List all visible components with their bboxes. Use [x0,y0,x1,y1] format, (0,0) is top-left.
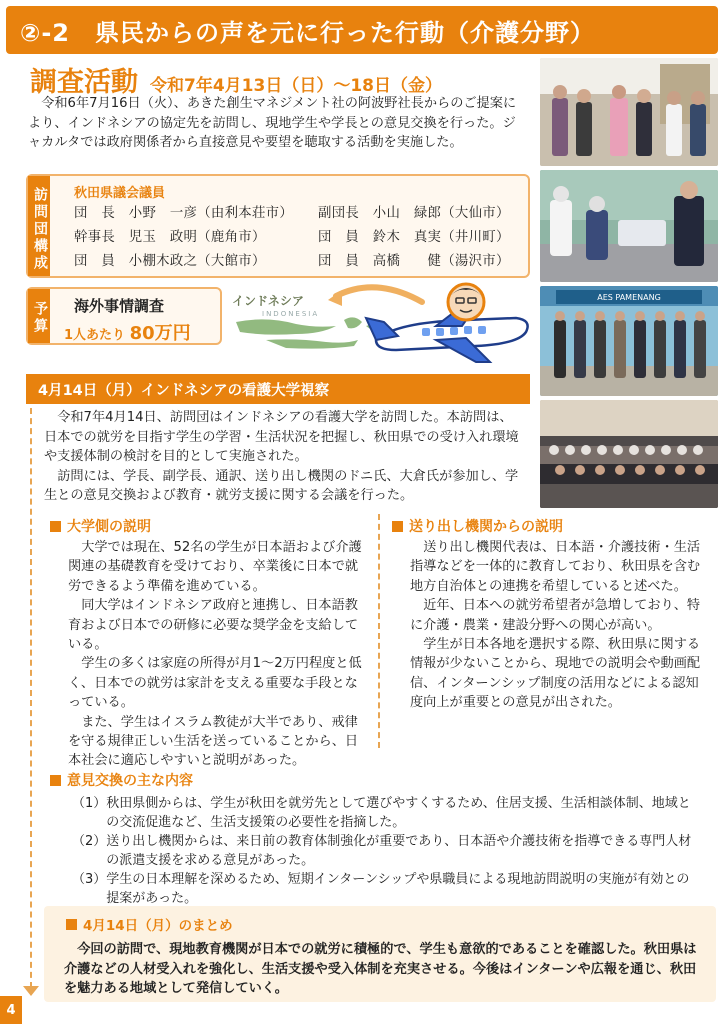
photo-students-group [540,400,718,508]
page-number: 4 [0,996,22,1024]
exchange-item-text: 送り出し機関からは、来日前の教育体制強化が重要であり、日本語や介護技術を指導できる専門人材の派遣支援を求める意見があった。 [106,834,692,868]
survey-date: 令和7年4月13日（日）～18日（金） [150,76,442,96]
agency-heading [392,516,563,536]
summary-heading-text: 4月14日（月）のまとめ [83,918,233,934]
exchange-heading [50,770,193,790]
visit-paragraph: 令和7年4月14日、訪問団はインドネシアの看護大学を訪問した。本訪問は、日本での就労を目指す学生の学習・生活状況を把握し、秋田県での受け入れ環境や支援体制の検討を目的として実施された。 [44,410,519,464]
bullet-square-icon [50,521,61,532]
agency-paragraph: 学生が日本各地を選択する際、秋田県に関する情報が少ないことから、現地での説明会や動画配信、インターンシップ制度の活用などによる認知度向上が重要との意見が出された。 [410,637,701,711]
timeline-arrow-icon [23,986,39,996]
exchange-item [72,832,702,870]
photo-banner-text: AES PAMENANG [597,293,661,302]
delegation-member: 副団長 小山 緑郎（大仙市） [318,206,510,221]
visit-heading-text: 4月14日（月）インドネシアの看護大学視察 [38,382,330,399]
timeline-line [30,408,32,988]
airplane-icon [366,306,528,362]
exchange-item-text: 学生の日本理解を深めるため、短期インターンシップや県職員による現地訪問説明の実施が有効との提案があった。 [106,872,690,906]
budget-tag: 予算 [28,289,50,343]
agency-heading-text: 送り出し機関からの説明 [409,519,563,535]
university-paragraph: また、学生はイスラム教徒が大半であり、戒律を守る規律正しい生活を送っていることから、日本社会に適応しやすいと説明があった。 [68,714,359,769]
budget-box [26,287,222,345]
page-title: ②-2 県民からの声を元に行った行動（介護分野） [20,18,595,47]
visit-body [44,408,524,506]
university-body [68,538,368,771]
visit-paragraph: 訪問には、学長、副学長、通訳、送り出し機関のドニ氏、大倉氏が参加し、学生との意見交換および教育・就労支援に関する会議を行った。 [44,468,519,503]
photo-classroom [540,170,718,282]
exchange-item-number: （2） [72,834,107,849]
agency-paragraph: 近年、日本への就労希望者が急増しており、特に介護・農業・建設分野への関心が高い。 [410,598,701,633]
exchange-list [72,794,702,908]
delegation-member: 団 員 鈴木 真実（井川町） [318,230,510,245]
summary-text: 今回の訪問で、現地教育機関が日本での就労に積極的で、学生も意欲的であることを確認した。秋田県は介護などの人材受入れを強化し、生活支援や受入体制を充実させる。今後はインターンや広報を通じ、秋田を魅力ある地域として発信していく。 [64,942,697,996]
delegation-box [26,174,530,278]
delegation-tag: 訪問団構成 [28,176,50,276]
survey-intro: 令和6年7月16日（火）、あきた創生マネジメント社の阿波野社長からのご提案により、インドネシアの協定先を訪問し、現地学生や学長との意見交換を行った。ジャカルタでは政府関係者から直接意見や要望を聴取する活動を実施した。 [28,96,517,150]
bullet-square-icon [392,521,403,532]
agency-paragraph: 送り出し機関代表は、日本語・介護技術・生活指導などを一体的に教育しており、秋田県を含む地方自治体との連携を希望していると述べた。 [410,540,701,594]
university-paragraph: 同大学はインドネシア政府と連携し、日本語教育および日本での研修に必要な奨学金を支給している。 [68,598,359,653]
exchange-item-text: 秋田県側からは、学生が秋田を就労先として選びやすくするため、住居支援、生活相談体制、地域との交流促進など、生活支援策の必要性を指摘した。 [106,796,691,830]
delegation-member: 団 員 小棚木政之（大館市） [74,254,266,269]
university-paragraph: 学生の多くは家庭の所得が月1～2万円程度と低く、日本での就労は家計を支える重要な手段となっている。 [68,656,362,711]
budget-amount-value: 80万円 [129,323,191,344]
university-paragraph: 大学では現在、52名の学生が日本語および介護関連の基礎教育を受けており、卒業後に日本で就労できるよう準備を進めている。 [68,540,362,594]
exchange-heading-text: 意見交換の主な内容 [67,773,193,789]
bullet-square-icon [50,775,61,786]
delegation-org: 秋田県議会議員 [74,186,166,201]
university-heading-text: 大学側の説明 [67,519,151,535]
delegation-member: 団 員 高橋 健（湯沢市） [318,254,510,269]
map-sublabel: INDONESIA [262,310,320,318]
exchange-item-number: （1） [72,796,107,811]
university-heading [50,516,151,536]
map-label: インドネシア [232,294,304,308]
photo-school-entrance [540,286,718,396]
photo-group-greeting [540,58,718,166]
agency-body [410,538,710,713]
column-divider [378,514,380,748]
delegation-member: 団 長 小野 一彦（由利本荘市） [74,206,294,221]
exchange-item [72,870,702,908]
visit-section-heading [26,374,530,404]
exchange-item [72,794,702,832]
exchange-item-number: （3） [72,872,107,887]
budget-amount-prefix: 1人あたり [64,328,126,343]
summary-heading [66,914,233,934]
budget-amount [64,319,191,345]
delegation-member: 幹事長 児玉 政明（鹿角市） [74,230,266,245]
survey-title: 調査活動 [30,67,138,98]
bullet-square-icon [66,919,77,930]
budget-title: 海外事情調査 [74,297,165,315]
page-title-bar [6,6,718,54]
pilot-portrait-icon [448,284,484,320]
